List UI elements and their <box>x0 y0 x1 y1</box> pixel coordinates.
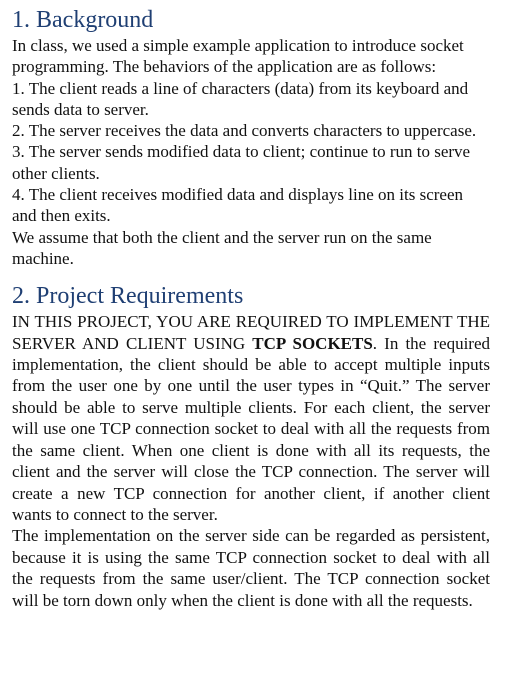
behavior-step-1: 1. The client reads a line of characters (data) from its keyboard and sends data to server. <box>12 78 469 119</box>
requirements-section <box>12 281 490 611</box>
requirements-lead-text: IN THIS PROJECT, YOU ARE REQUIRED TO IMPLEMENT THE SERVER AND CLIENT USING <box>12 312 490 353</box>
background-heading: 1. Background <box>12 7 154 33</box>
document-page <box>12 5 490 611</box>
requirements-rest-text: . In the required implementation, the client should be able to accept multiple inputs from the user one by one until the user types in “Quit.” The server should be able to serve multiple clients. For each client, the server will use one TCP connection socket to deal with all the requests from the same client. When one client is done with all its requests, the client and the server will close the TCP connection. The server will create a new TCP connection for another client, if another client wants to connect to the server. <box>12 333 490 524</box>
requirements-paragraph-1 <box>12 311 490 525</box>
background-section <box>12 5 490 269</box>
behavior-step-3: 3. The server sends modified data to client; continue to run to serve other clients. <box>12 142 471 183</box>
tcp-sockets-emphasis: TCP SOCKETS <box>252 333 373 353</box>
behavior-step-2: 2. The server receives the data and converts characters to uppercase. <box>12 121 477 141</box>
background-intro: In class, we used a simple example application to introduce socket programming. The behaviors of the application are as follows: <box>12 36 464 77</box>
requirements-paragraph-2: The implementation on the server side can be regarded as persistent, because it is using the same TCP connection socket to deal with all the requests from the same user/client. The TCP connection socket will be torn down only when the client is done with all the requests. <box>12 526 490 610</box>
behavior-step-4: 4. The client receives modified data and displays line on its screen and then exits. <box>12 185 463 226</box>
requirements-heading: 2. Project Requirements <box>12 283 244 310</box>
background-closing: We assume that both the client and the server run on the same machine. <box>12 227 432 268</box>
